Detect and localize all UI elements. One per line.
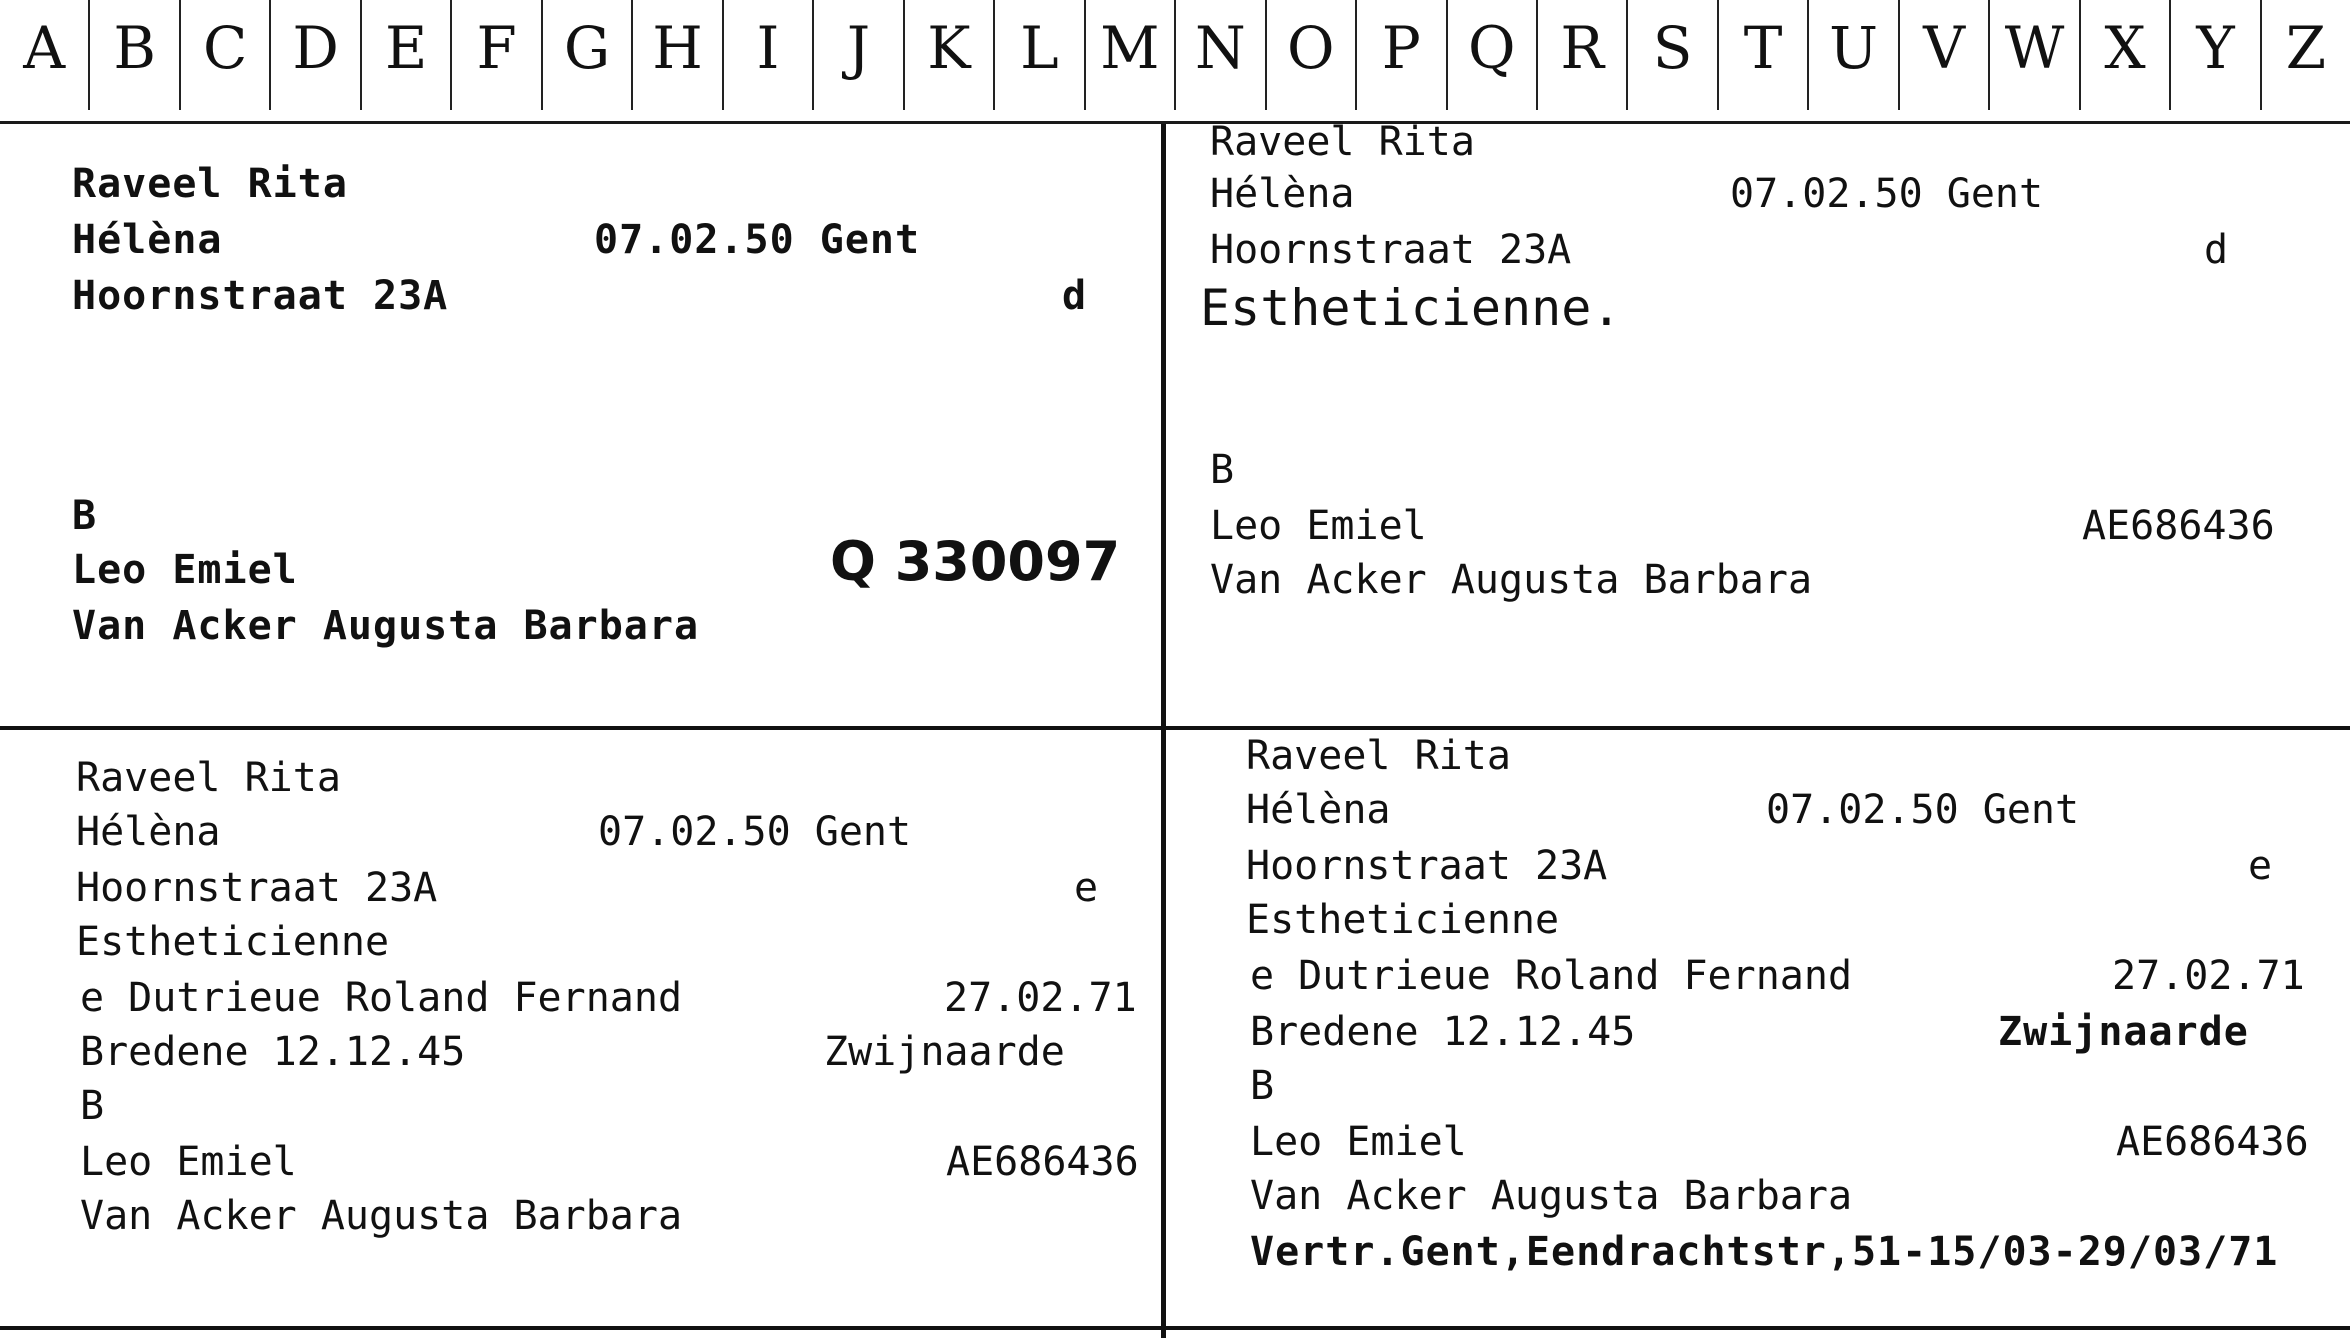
card-top-right (1166, 119, 2350, 724)
alphabet-letter-w: W (1990, 0, 2080, 110)
card-b-marker: B (1210, 447, 1235, 493)
card-father: Leo Emiel (72, 547, 298, 593)
card-code: e (1074, 865, 1099, 911)
card-profession: Estheticienne. (1200, 279, 1622, 337)
card-spouse: e Dutrieue Roland Fernand (1250, 953, 1853, 999)
alphabet-letter-x: X (2081, 0, 2171, 110)
alphabet-letter-b: B (90, 0, 180, 110)
card-father: Leo Emiel (1250, 1119, 1467, 1165)
alphabet-letter-g: G (543, 0, 633, 110)
alphabet-letter-s: S (1628, 0, 1718, 110)
alphabet-letter-h: H (633, 0, 723, 110)
card-birth: 07.02.50 Gent (1730, 171, 2044, 217)
card-number: AE686436 (946, 1139, 1139, 1185)
alphabet-letter-e: E (362, 0, 452, 110)
card-address: Hoornstraat 23A (76, 865, 438, 911)
card-name: Raveel Rita (76, 755, 341, 801)
card-number: Q 330097 (830, 530, 1121, 593)
card-mother: Van Acker Augusta Barbara (72, 603, 700, 649)
card-mother: Van Acker Augusta Barbara (1250, 1173, 1853, 1219)
card-b-marker: B (1250, 1063, 1275, 1109)
alphabet-letter-t: T (1719, 0, 1809, 110)
alphabet-letter-f: F (452, 0, 542, 110)
alphabet-letter-k: K (905, 0, 995, 110)
alphabet-letter-i: I (724, 0, 814, 110)
alphabet-letter-j: J (814, 0, 904, 110)
alphabet-letter-d: D (271, 0, 361, 110)
alphabet-letter-c: C (181, 0, 271, 110)
card-spouse-birth: Bredene 12.12.45 (80, 1029, 466, 1075)
card-divider-horizontal-bottom (0, 1326, 2350, 1330)
card-number: AE686436 (2082, 503, 2275, 549)
card-profession: Estheticienne (76, 919, 390, 965)
card-father: Leo Emiel (80, 1139, 297, 1185)
card-name: Raveel Rita (1246, 733, 1511, 779)
card-note: Vertr.Gent,Eendrachtstr,51-15/03-29/03/71 (1250, 1229, 2279, 1275)
card-bottom-left (0, 730, 1160, 1326)
alphabet-letter-m: M (1086, 0, 1176, 110)
card-marriage-place: Zwijnaarde (1998, 1009, 2249, 1055)
alphabet-letter-p: P (1357, 0, 1447, 110)
card-code: d (2204, 227, 2229, 273)
card-spouse: e Dutrieue Roland Fernand (80, 975, 683, 1021)
card-bottom-right (1166, 730, 2350, 1326)
card-name: Raveel Rita (1210, 119, 1475, 165)
card-firstname: Hélèna (1210, 171, 1355, 217)
alphabet-letter-n: N (1176, 0, 1266, 110)
card-address: Hoornstraat 23A (1210, 227, 1572, 273)
alphabet-letter-u: U (1809, 0, 1899, 110)
card-b-marker: B (72, 493, 98, 539)
alphabet-letter-q: Q (1448, 0, 1538, 110)
card-b-marker: B (80, 1083, 105, 1129)
card-firstname: Hélèna (72, 217, 223, 263)
alphabet-letter-y: Y (2171, 0, 2261, 110)
card-birth: 07.02.50 Gent (598, 809, 912, 855)
card-mother: Van Acker Augusta Barbara (1210, 557, 1813, 603)
alphabet-letter-l: L (995, 0, 1085, 110)
alphabet-letter-r: R (1538, 0, 1628, 110)
card-code: d (1062, 273, 1088, 319)
card-father: Leo Emiel (1210, 503, 1427, 549)
card-spouse-birth: Bredene 12.12.45 (1250, 1009, 1636, 1055)
alphabet-letter-a: A (0, 0, 90, 110)
card-profession: Estheticienne (1246, 897, 1560, 943)
card-firstname: Hélèna (76, 809, 221, 855)
card-mother: Van Acker Augusta Barbara (80, 1193, 683, 1239)
alphabet-letter-v: V (1900, 0, 1990, 110)
card-marriage-date: 27.02.71 (2112, 953, 2305, 999)
card-address: Hoornstraat 23A (1246, 843, 1608, 889)
card-name: Raveel Rita (72, 161, 348, 207)
card-marriage-place: Zwijnaarde (824, 1029, 1065, 1075)
alphabet-letter-z: Z (2285, 14, 2327, 82)
card-firstname: Hélèna (1246, 787, 1391, 833)
card-number: AE686436 (2116, 1119, 2309, 1165)
card-birth: 07.02.50 Gent (1766, 787, 2080, 833)
card-code: e (2248, 843, 2273, 889)
card-birth: 07.02.50 Gent (594, 217, 921, 263)
card-address: Hoornstraat 23A (72, 273, 449, 319)
card-marriage-date: 27.02.71 (944, 975, 1137, 1021)
card-top-left (0, 124, 1160, 724)
alphabet-letter-o: O (1267, 0, 1357, 110)
alphabet-index-strip (0, 0, 2350, 124)
